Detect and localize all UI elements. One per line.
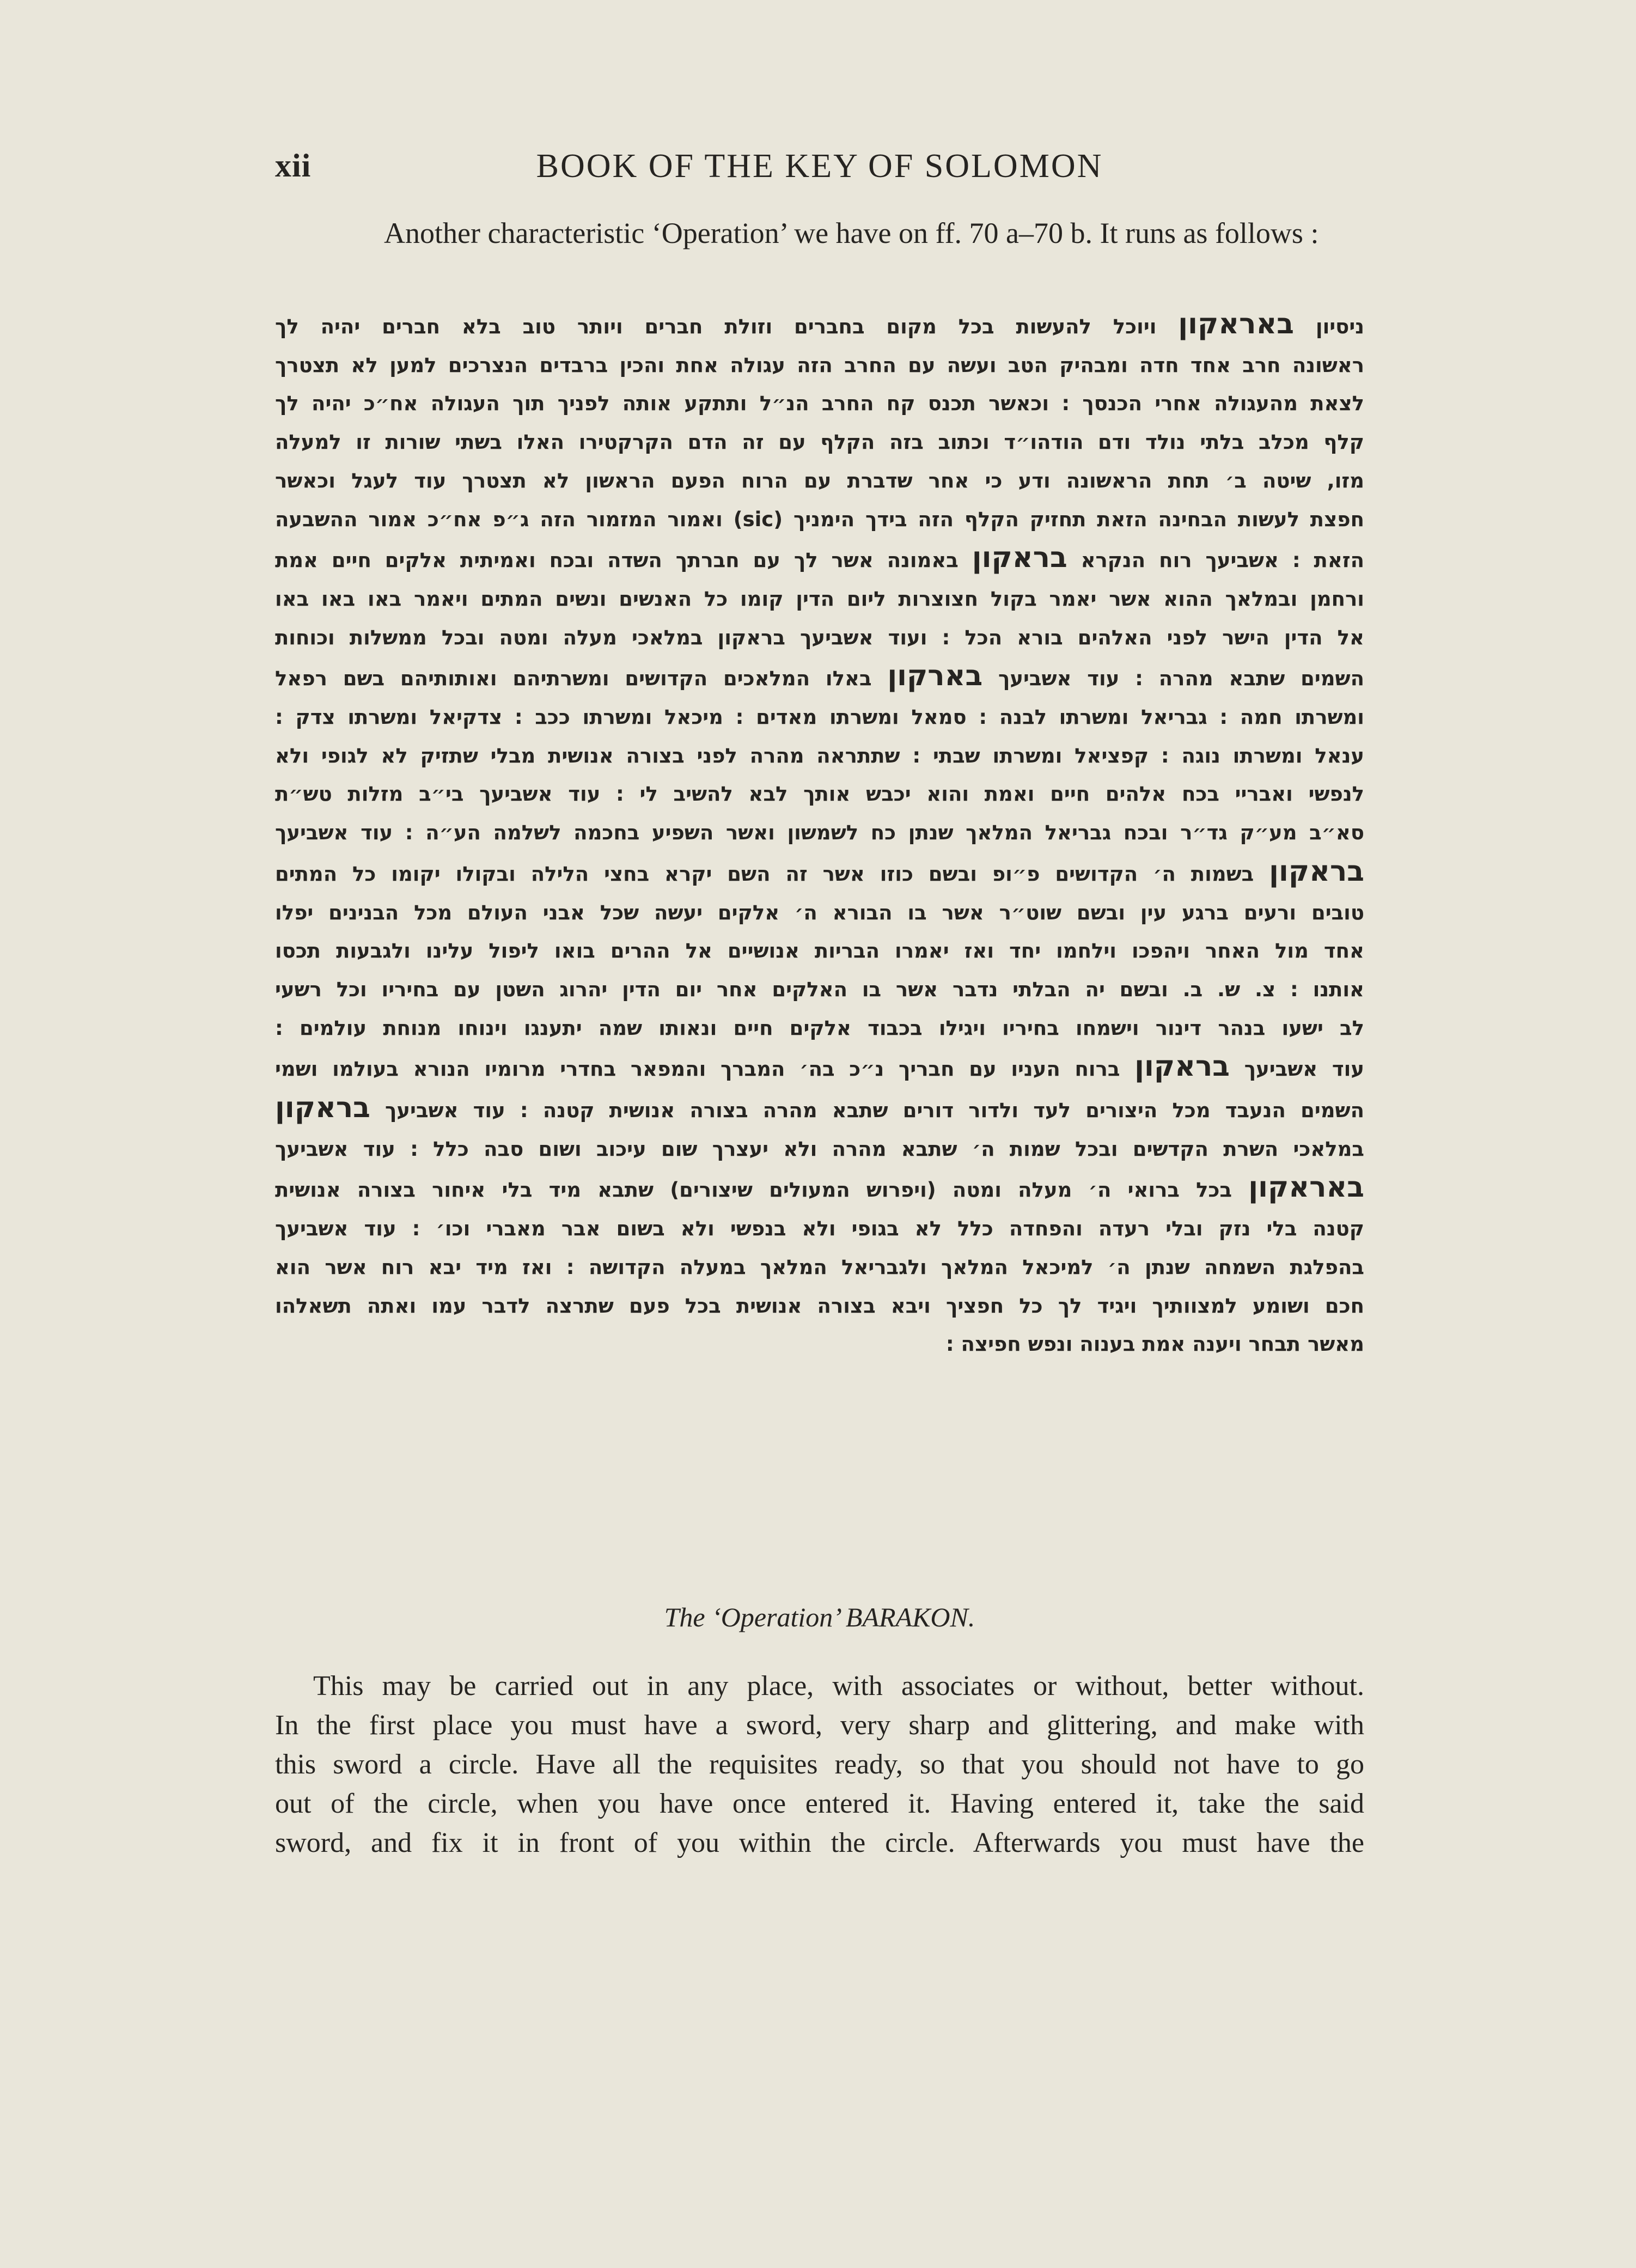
hebrew-text: באמונה אשר לך עם חברתך השדה ובכח ואמיתית אלקים חיים אמת	[275, 548, 972, 572]
hebrew-text: ורחמן ובמלאך ההוא אשר יאמר בקול חצוצרות ליום הדין קומו כל האנשים ונשים המתים ויאמר באו באו באו	[275, 587, 1364, 611]
hebrew-line	[275, 539, 1364, 580]
hebrew-line	[275, 894, 1364, 932]
hebrew-text: חפצת לעשות הבחינה הזאת תחזיק הקלף הזה בידך הימניך (sic) ואמור המזמור הזה ג״פ אח״כ אמור ההשבעה	[275, 507, 1364, 531]
page-header	[275, 147, 1364, 191]
section-title: The ‘Operation’ BARAKON.	[664, 1602, 975, 1632]
hebrew-text: בשמות ה׳ הקדושים פ״ופ ובשם כוזו אשר זה השם יקרא בחצי הלילה ובקולו יקומו כל המתים	[275, 862, 1269, 886]
hebrew-line	[275, 462, 1364, 501]
hebrew-text: סא״ב מע״ק גד״ר ובכח גבריאל המלאך שנתן כח לשמשון ואשר השפיע בחכמה לשלמה הע״ה : עוד אשביעך	[275, 821, 1364, 845]
hebrew-line	[275, 1168, 1364, 1210]
hebrew-text: קלף מכלב בלתי נולד ודם הודהו״ד וכתוב בזה הקלף עם זה הדם הקרקטירו האלו בשתי שורות זו למעלה	[275, 430, 1364, 454]
hebrew-line	[275, 346, 1364, 385]
hebrew-line	[275, 971, 1364, 1009]
spirit-name: באראקון	[1178, 308, 1295, 340]
hebrew-text: בהפלגת השמחה שנתן ה׳ למיכאל המלאך ולגבריאל המלאך במעלה הקדושה : ואז מיד יבא רוח אשר הוא	[275, 1255, 1364, 1279]
translation-line: In the first place you must have a sword, very sharp and glittering, and make with	[275, 1710, 1364, 1741]
translation-line: out of the circle, when you have once entered it. Having entered it, take the said	[275, 1788, 1364, 1819]
hebrew-text: ענאל ומשרתו נוגה : קפציאל ומשרתו שבתי : שתתראה מהרה לפני בצורה אנושית מבלי שתזיק לא לגופי ולא	[275, 743, 1364, 767]
hebrew-text: טובים ורעים ברגע עין ובשם שוט״ר אשר בו הבורא ה׳ אלקים יעשה שכל אבני העולם מכל הבנינים יפלו	[275, 900, 1364, 924]
hebrew-text: הזאת : אשביעך רוח הנקרא	[1067, 548, 1364, 572]
hebrew-text: השמים הנעבד מכל היצורים לעד ולדור דורים שתבא מהרה בצורה אנושית קטנה : עוד אשביעך	[370, 1099, 1364, 1123]
hebrew-line	[275, 852, 1364, 894]
hebrew-line	[275, 1287, 1364, 1326]
translation-paragraph	[275, 1667, 1364, 1863]
spirit-name: בראקון	[972, 541, 1067, 575]
hebrew-text: חכם ושומע למצוותיך ויגיד לך כל חפציך ויבא בצורה אנושית בכל פעם שתרצה לדבר עמו ואתה תשאלהו	[275, 1294, 1364, 1318]
hebrew-line	[275, 1325, 1364, 1364]
hebrew-line	[275, 698, 1364, 737]
hebrew-line	[275, 737, 1364, 776]
spirit-name: בראקון	[1134, 1050, 1230, 1083]
hebrew-line	[275, 1130, 1364, 1169]
hebrew-line	[275, 385, 1364, 423]
spirit-name: בארקון	[887, 660, 983, 693]
hebrew-text: השמים שתבא מהרה : עוד אשביעך	[982, 667, 1364, 691]
spirit-name: בראקון	[275, 1092, 370, 1125]
hebrew-line	[275, 580, 1364, 619]
hebrew-line	[275, 1248, 1364, 1287]
hebrew-line	[275, 657, 1364, 698]
spirit-name: באראקון	[1248, 1171, 1364, 1204]
hebrew-text: ניסיון	[1294, 315, 1364, 338]
intro-text: Another characteristic ‘Operation’ we have on ff. 70 a–70 b. It runs as follows :	[384, 217, 1319, 249]
hebrew-line	[275, 1210, 1364, 1248]
hebrew-text: בכל ברואי ה׳ מעלה ומטה (ויפרוש המעולים שיצורים) שתבא מיד בלי איחור בצורה אנושית	[275, 1178, 1249, 1202]
hebrew-text: עוד אשביעך	[1230, 1057, 1364, 1081]
hebrew-text: אותנו : צ. ש. ב. ובשם יה הבלתי נדבר אשר בו האלקים אחר יום הדין יהרוג השטן עם בחיריו וכל רשעי	[275, 977, 1364, 1001]
hebrew-line	[275, 423, 1364, 462]
hebrew-line	[275, 932, 1364, 971]
translation-line: This may be carried out in any place, with associates or without, better without.	[313, 1670, 1364, 1702]
hebrew-text: ראשונה חרב אחד חדה ומבהיק הטב ועשה עם החרב הזה עגולה אחת והכין ברבדים הנצרכים למען לא תצטרך	[275, 353, 1364, 377]
hebrew-line	[275, 814, 1364, 852]
page-number: xii	[275, 148, 312, 184]
hebrew-line	[275, 501, 1364, 539]
translation-line: this sword a circle. Have all the requisites ready, so that you should not have to go	[275, 1749, 1364, 1780]
hebrew-text: מזו, שיטה ב׳ תחת הראשונה ודע כי אחר שדברת עם הרוח הפעם הראשון לא תצטרך עוד לעגל וכאשר	[275, 468, 1364, 492]
hebrew-text: במלאכי השרת הקדשים ובכל שמות ה׳ שתבא מהרה ולא יעצרך שום עיכוב ושום סבה כלל : עוד אשביעך	[275, 1137, 1364, 1161]
hebrew-text: אל הדין הישר לפני האלהים בורא הכל : ועוד אשביעך בראקון במלאכי מעלה ומטה ובכל ממשלות וכוחות	[275, 625, 1364, 649]
hebrew-text: לצאת מהעגולה אחרי הכנסך : וכאשר תכנס קח החרב הנ״ל ותתקע אותה לפניך תוך העגולה אח״כ יהיה לך	[275, 392, 1364, 416]
hebrew-line	[275, 619, 1364, 657]
spirit-name: בראקון	[1269, 855, 1364, 888]
running-title: BOOK OF THE KEY OF SOLOMON	[536, 148, 1103, 185]
hebrew-line	[275, 305, 1364, 346]
hebrew-text: באלו המלאכים הקדושים ומשרתיהם ואותותיהם בשם רפאל	[275, 667, 888, 691]
hebrew-text: אחד מול האחר ויהפכו וילחמו יחד ואז יאמרו הבריות אנושיים אל ההרים בואו ליפול עלינו ולגבעות תכסו	[275, 939, 1364, 963]
hebrew-text: מאשר תבחר ויענה אמת בענוה ונפש חפיצה :	[945, 1332, 1364, 1356]
intro-paragraph	[275, 212, 1364, 254]
translation-line: sword, and fix it in front of you within the circle. Afterwards you must have the	[275, 1827, 1364, 1858]
hebrew-text: ברוח העניו עם חבריך נ״כ בה׳ המברך והמפאר בחדרי מרומיו הנורא בעולמו ושמי	[275, 1057, 1135, 1081]
hebrew-line	[275, 1047, 1364, 1089]
hebrew-text: קטנה בלי נזק ובלי רעדה והפחדה כלל לא בגופי ולא בנפשי ולא בשום אבר מאברי וכו׳ : עוד אשביעך	[275, 1217, 1364, 1241]
hebrew-text: לב ישעו בנהר דינור וישמחו בחיריו ויגילו בכבוד אלקים חיים ונאותו שמה יתענגו וינוחו מנוחת עולמים :	[275, 1016, 1364, 1040]
hebrew-text: ויוכל להעשות בכל מקום בחברים וזולת חברים ויותר טוב בלא חברים יהיה לך	[275, 315, 1179, 338]
hebrew-text: לנפשי ואבריי בכח אלהים חיים ואמת והוא יכבש אותך לבא להשיב לי : עוד אשביעך בי״ב מזלות טש״ת	[275, 782, 1364, 806]
hebrew-line	[275, 775, 1364, 814]
hebrew-text-block	[275, 305, 1364, 1364]
hebrew-text: ומשרתו חמה : גבריאל ומשרתו לבנה : סמאל ומשרתו מאדים : מיכאל ומשרתו ככב : צדקיאל ומשרתו צדק :	[275, 705, 1364, 729]
hebrew-line	[275, 1089, 1364, 1130]
hebrew-line	[275, 1009, 1364, 1048]
